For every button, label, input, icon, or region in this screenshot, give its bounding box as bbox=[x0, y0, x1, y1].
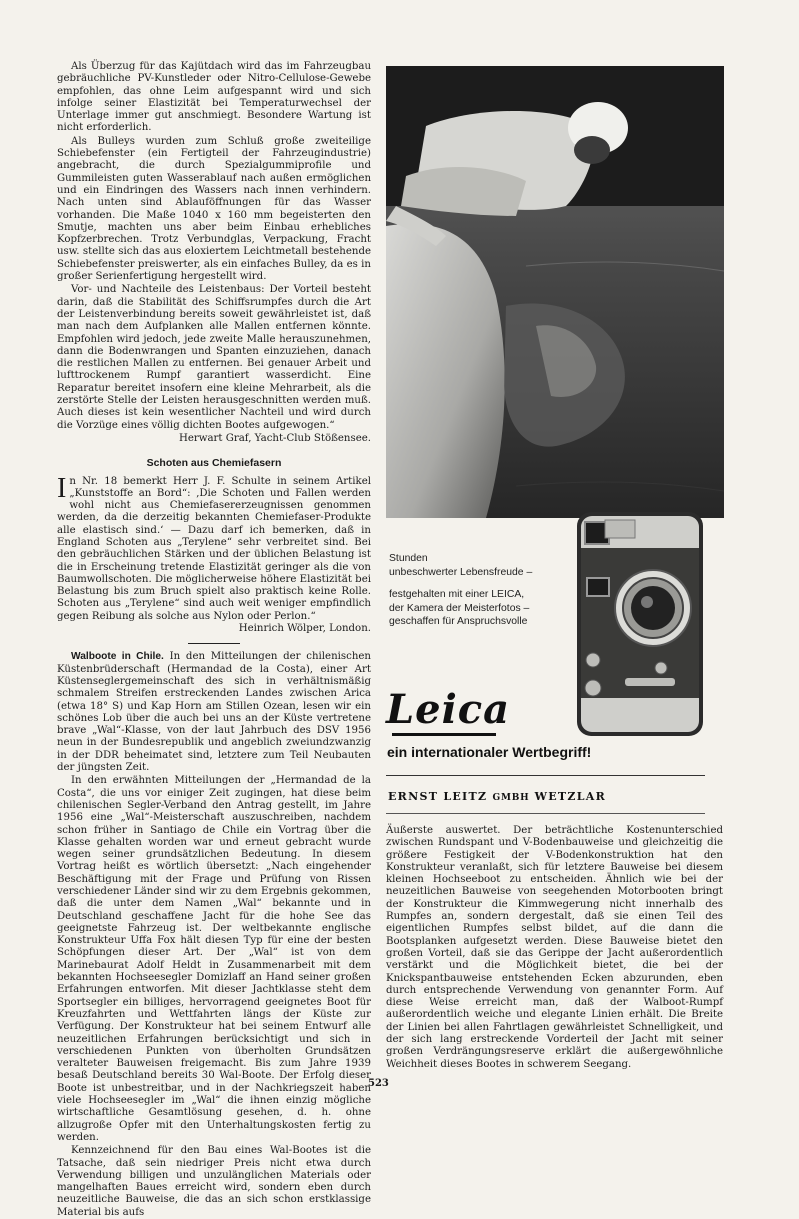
paragraph-walboote-text: In den Mitteilungen der chilenischen Küstenbrüderschaft (Hermandad de la Costa), einer Art Küstenseglergemeinschaft des sich in verhältnismäßig schmalem Streifen erstreckenden Landes zwischen Arica (etwa 18° S) und Kap Horn am Stillen Ozean, lesen wir ein schönes Lob über die auch bei uns an der Küste vertretene brave „Wal“-Klasse, von der laut Jahrbuch des DSV 1956 neun in der Bundesrepublik und angeblich zweiundzwanzig in der DDR beheimatet sind, letztere zum Teil Neubauten der jüngsten Zeit. bbox=[57, 651, 371, 774]
signature-graf: Herwart Graf, Yacht-Club Stößensee. bbox=[178, 432, 371, 444]
sailor-photo bbox=[386, 66, 724, 518]
ad-separator-bottom bbox=[386, 813, 705, 814]
ad-line-5: geschaffen für Anspruchsvolle bbox=[389, 616, 528, 628]
left-text-column bbox=[57, 61, 371, 1219]
company-name-a: ERNST LEITZ bbox=[388, 790, 488, 803]
signature-woelper: Heinrich Wölper, London. bbox=[238, 623, 371, 635]
paragraph-leistenbau: Vor- und Nachteile des Leistenbaus: Der Vorteil besteht darin, daß die Stabilität des Schiffsrumpfes durch die Art der Leistenverbindung bereits soweit gewährleistet ist, daß man nach dem Aufplanken alle Mallen entfernen könnte. Empfohlen wird jedoch, jede zweite Malle herauszunehmen, dann die Bodenwrangen und Spanten einzuziehen, danach die restlichen Mallen zu entfernen. Bei genauer Arbeit und lufttrockenem Rumpf garantiert wasserdicht. Eine Reparatur bereitet insofern eine kleine Mehrarbeit, als die zerstörte Stelle der Leisten herausgeschnitten werden muß. Auch dieses ist kein wesentlicher Nachteil und wird durch die Vorzüge eines völlig dichten Bootes aufgewogen.“ bbox=[57, 284, 371, 431]
company-name-b: GMBH bbox=[492, 793, 530, 803]
paragraph-bulleys: Als Bulleys wurden zum Schluß große zweiteilige Schiebefenster (ein Fertigteil der Fahrzeugindustrie) angebracht, die durch Spezialgummiprofile und Gummileisten guten Wasserablauf nach außen ermöglichen und ein Eindringen des Wassers nach innen verhindern. Nach unten sind Ablauföffnungen für das Wasser vorhanden. Die Maße 1040 x 160 mm begeisterten den Smutje, machten uns aber beim Einbau erhebliches Kopfzerbrechen. Trotz Verbundglas, Verpackung, Fracht usw. stellte sich das aus eloxiertem Leichtmetall bestehende Schiebefenster preiswerter, als ein einfaches Bulley, da es in großer Serienfertigung hergestellt wird. bbox=[57, 135, 371, 283]
section-divider bbox=[188, 643, 240, 644]
page-number: 523 bbox=[368, 1078, 389, 1089]
leica-slogan: ein internationaler Wertbegriff! bbox=[387, 744, 592, 760]
ad-line-4: der Kamera der Meisterfotos – bbox=[389, 602, 530, 614]
heading-schoten: Schoten aus Chemiefasern bbox=[146, 457, 282, 470]
paragraph-kennzeichnend: Kennzeichnend für den Bau eines Wal-Bootes ist die Tatsache, daß sein niedriger Preis nicht etwa durch Verwendung billigen und unzulänglichen Materials oder mangelhaften Baues erreicht wird, sondern eben durch neuzeitliche Bauweise, die das an sich schon erstklassige Material bis aufs bbox=[57, 1145, 371, 1218]
paragraph-kajuetdach: Als Überzug für das Kajütdach wird das im Fahrzeugbau gebräuchliche PV-Kunstleder oder Nitro-Cellulose-Gewebe empfohlen, das ohne Leim aufgespannt wird und sich infolge seiner Elastizität bei Temperaturwechsel der Unterlage immer gut anschmiegt. Besondere Wartung ist nicht erforderlich. bbox=[57, 61, 371, 134]
ad-line-1: Stunden bbox=[389, 553, 428, 564]
leica-logo-underline bbox=[392, 733, 496, 736]
ad-separator bbox=[386, 775, 705, 776]
company-name bbox=[388, 790, 606, 803]
paragraph-aeusserste: Äußerste auswertet. Der beträchtliche Kostenunterschied zwischen Rundspant und V-Bodenbauweise und gleichzeitig die größere Festigkeit der V-Bodenkonstruktion hat den Konstrukteur veranlaßt, sich für letztere Bauweise bei diesem kleinen Hochseeboot zu entscheiden. Ähnlich wie bei der neuzeitlichen Bauweise von seegehenden Motorbooten bringt der Konstrukteur die Kimmwegerung nicht innerhalb des Rumpfes an, sondern dergestalt, daß sie einen Teil des eigentlichen Rumpfes selbst bildet, auf die dann die Bootsplanken aufgesetzt werden. Diese Bauweise bietet den großen Vorteil, daß sie das Gerippe der Jacht außerordentlich verstärkt und die Möglichkeit bietet, die bei der Knickspantbauweise entstehenden Ecken abzurunden, eben durch entsprechende Verwendung von genannter Form. Auf diese Weise erreicht man, daß der Walboot-Rumpf außerordentlich weiche und elegante Linien erhält. Die Breite der Linien bei allen Fahrtlagen gewährleistet Schnelligkeit, und der sich lang erstreckende Vorderteil der Jacht mit seiner großen Verdrängungsreserve erklärt die außergewöhnliche Weichheit dieses Bootes in schwerem Seegang. bbox=[386, 825, 723, 1070]
paragraph-hermandad: In den erwähnten Mitteilungen der „Hermandad de la Costa“, die uns vor einiger Zeit zugingen, hat diese beim chilenischen Segler-Verband den Antrag gestellt, im Jahre 1956 eine „Wal“-Meisterschaft auszuschreiben, nachdem schon früher in Santiago de Chile ein Vortrag über die Klasse gehalten worden war und erneut gebracht wurde wegen seiner grundsätzlichen Bedeutung. In diesem Vortrag heißt es wörtlich übersetzt: „Nach eingehender Beschäftigung mit der Frage und Prüfung von Rissen verschiedener Länder sind wir zu dem Ergebnis gekommen, daß die unter dem Namen „Wal“ bekannte und in Deutschland geschaffene Jacht für die hohe See das geeignetste Fahrzeug ist. Der weltbekannte englische Konstrukteur Uffa Fox hält diesen Typ für eine der besten Schöpfungen dieser Art. Der „Wal“ ist von dem Marinebaurat Adolf Heldt in Zusammenarbeit mit dem bekannten Hochseesegler Domizlaff an Hand seiner großen Erfahrungen entworfen. Mit dieser Jachtklasse steht dem Sportsegler ein billiges, hervorragend geeignetes Boot für Kreuzfahrten und Wettfahrten längs der Küste zur Verfügung. Der Konstrukteur hat bei seinem Entwurf alle neuzeitlichen Erfahrungen berücksichtigt und sich in verschiedenen Punkten von überholten Grundsätzen veralteter Bauweisen freigemacht. Bis zum Jahre 1939 besaß Deutschland bereits 30 Wal-Boote. Der Erfolg dieser Boote ist unbestreitbar, und in der Nachkriegszeit haben viele Hochseesegler im „Wal“ die ihnen einzig mögliche wirtschaftliche Gesamtlösung gesehen, d. h. ohne allzugroße Opfer mit den Unterhaltungskosten fertig zu werden. bbox=[57, 775, 371, 1143]
leica-ad-copy bbox=[389, 552, 574, 629]
right-text-column bbox=[386, 825, 723, 1071]
ad-line-3: festgehalten mit einer LEICA, bbox=[389, 589, 525, 601]
leica-camera-image bbox=[575, 508, 707, 738]
ad-line-2: unbeschwerter Lebensfreude – bbox=[389, 566, 533, 578]
paragraph-schoten-text: n Nr. 18 bemerkt Herr J. F. Schulte in seinem Artikel „Kunststoffe an Bord“: ‚Die Schoten und Fallen werden wohl nicht aus Chemiefasererzeugnissen genommen werden, da die derzeitig bekannten Chemiefaser-Produkte alle elastisch sind.‘ — Dazu darf ich bemerken, daß in England Schoten aus „Terylene“ sehr verbreitet sind. Bei den gebräuchlichen Stärken und der üblichen Belastung ist die in Erscheinung tretende Elastizität geringer als die von Baumwollschoten. Die möglicherweise höhere Elastizität bei Belastung bis zum Bruch spielt also praktisch keine Rolle. Schoten aus „Terylene“ sind auch weit weniger empfindlich gegen Reibung als solche aus Nylon oder Perlon.“ bbox=[57, 475, 371, 622]
drop-cap: I bbox=[57, 472, 67, 504]
paragraph-walboote bbox=[57, 651, 371, 774]
runin-walboote: Walboote in Chile. bbox=[71, 651, 164, 663]
paragraph-schoten bbox=[57, 472, 371, 635]
leica-logo: Leica bbox=[386, 686, 511, 733]
company-name-c: WETZLAR bbox=[534, 790, 607, 803]
